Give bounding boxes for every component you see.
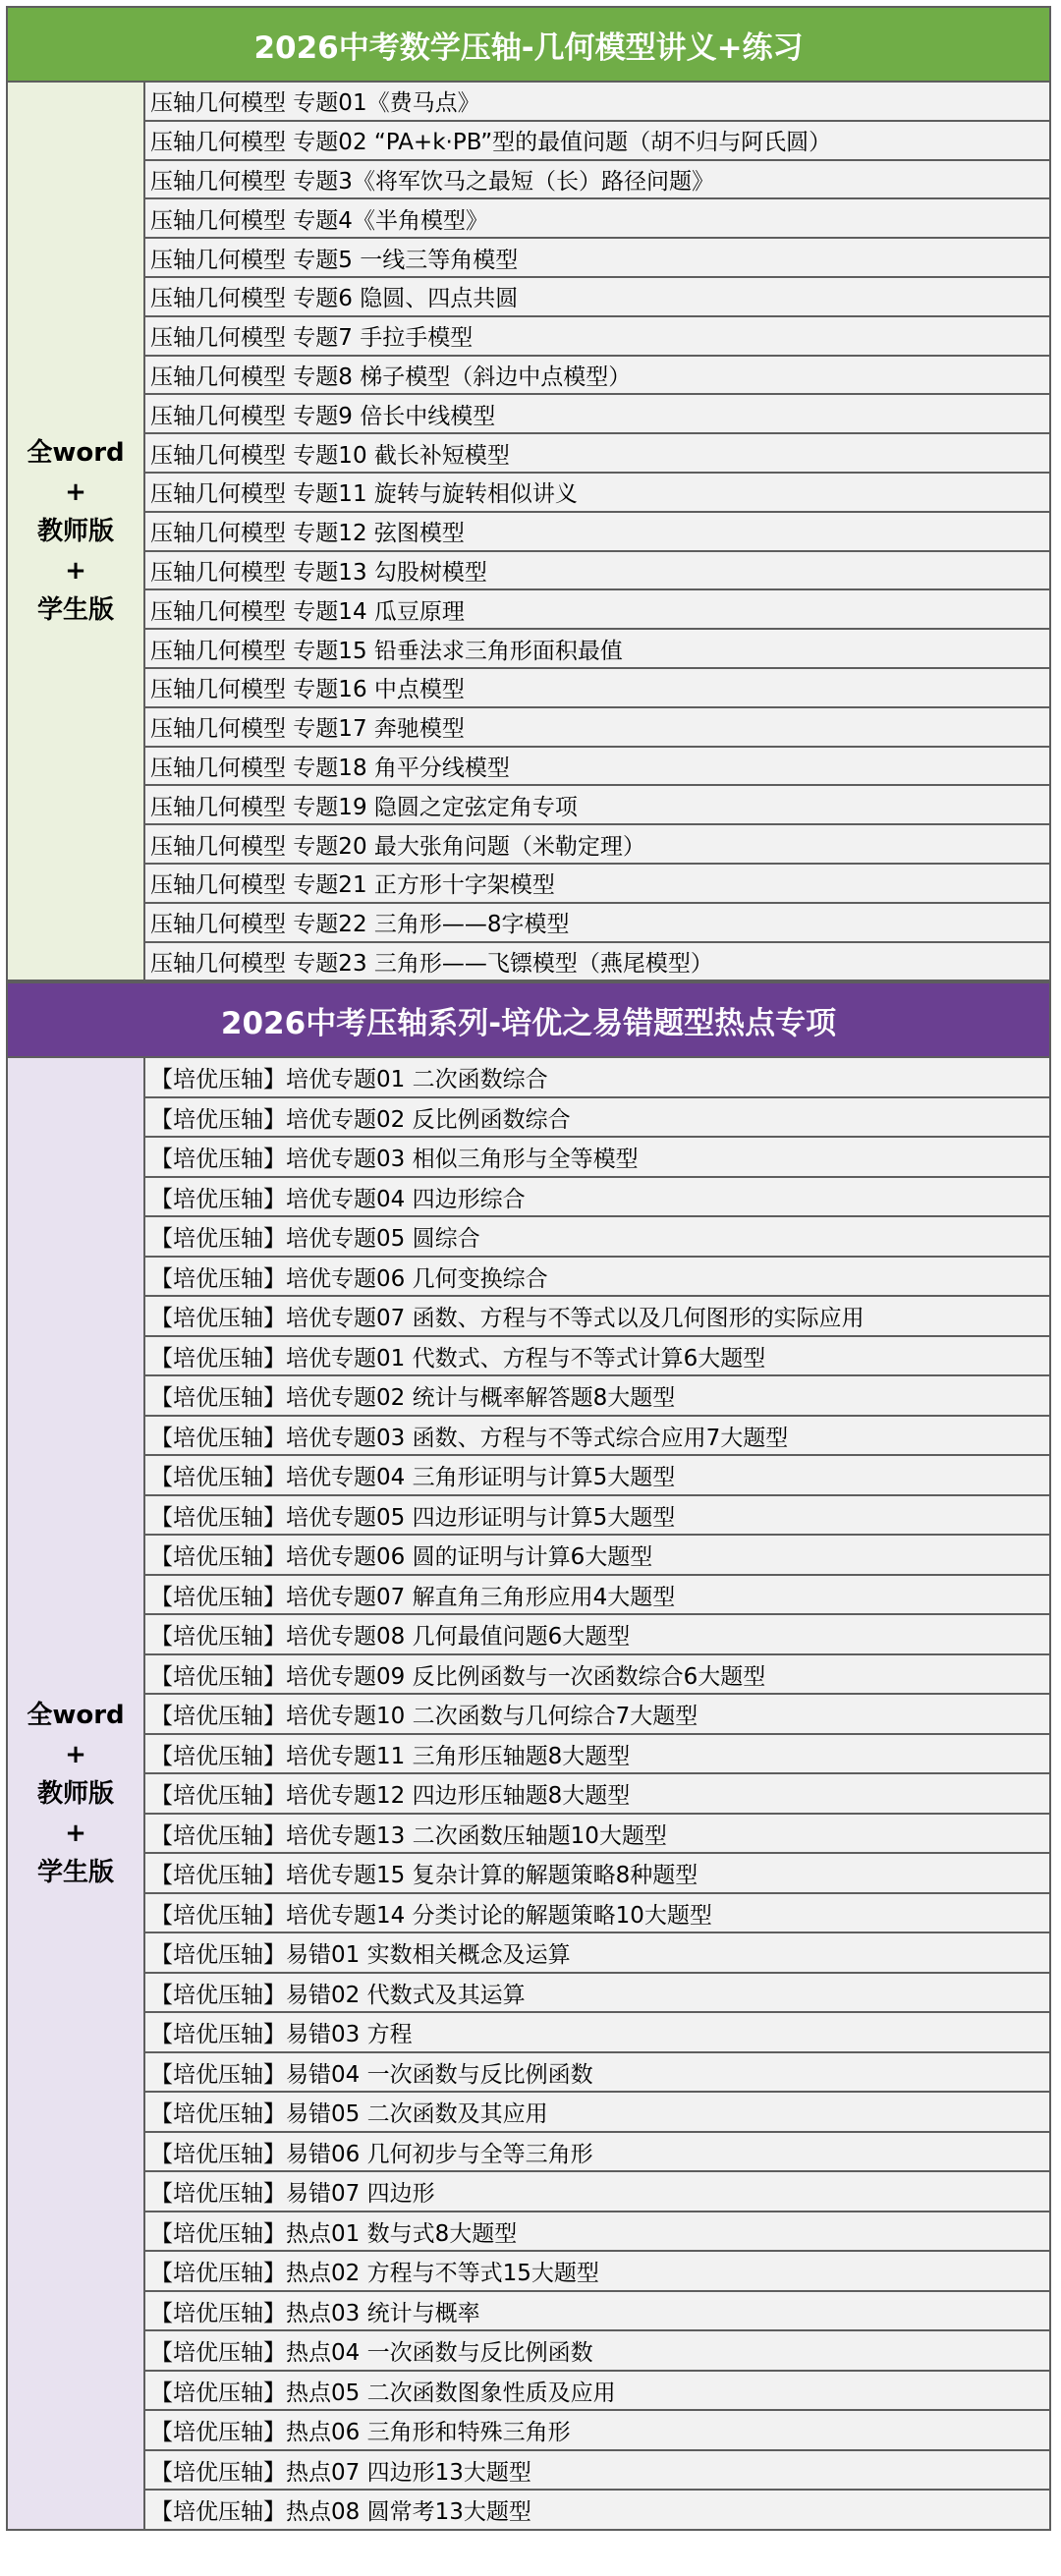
- list-item: 【培优压轴】易错03 方程: [145, 2013, 1049, 2053]
- list-item: 【培优压轴】培优专题14 分类讨论的解题策略10大题型: [145, 1894, 1049, 1934]
- list-item: 【培优压轴】易错05 二次函数及其应用: [145, 2093, 1049, 2133]
- list-item: 压轴几何模型 专题6 隐圆、四点共圆: [145, 278, 1049, 317]
- list-item: 【培优压轴】培优专题06 圆的证明与计算6大题型: [145, 1536, 1049, 1576]
- list-item: 【培优压轴】培优专题01 代数式、方程与不等式计算6大题型: [145, 1337, 1049, 1377]
- section-advanced-topics: [6, 981, 1051, 2531]
- list-item: 【培优压轴】培优专题04 三角形证明与计算5大题型: [145, 1456, 1049, 1496]
- list-item: 【培优压轴】易错06 几何初步与全等三角形: [145, 2133, 1049, 2173]
- list-item: 压轴几何模型 专题20 最大张角问题（米勒定理）: [145, 825, 1049, 865]
- list-item: 【培优压轴】培优专题07 函数、方程与不等式以及几何图形的实际应用: [145, 1297, 1049, 1337]
- list-item: 压轴几何模型 专题7 手拉手模型: [145, 317, 1049, 357]
- list-item: 压轴几何模型 专题22 三角形——8字模型: [145, 904, 1049, 943]
- list-item: 【培优压轴】培优专题11 三角形压轴题8大题型: [145, 1735, 1049, 1775]
- section-title: 2026中考数学压轴-几何模型讲义+练习: [6, 6, 1051, 83]
- list-item: 【培优压轴】易错07 四边形: [145, 2172, 1049, 2212]
- list-item: 压轴几何模型 专题16 中点模型: [145, 669, 1049, 708]
- item-list: [143, 83, 1051, 981]
- list-item: 压轴几何模型 专题11 旋转与旋转相似讲义: [145, 474, 1049, 513]
- format-label-line: +: [65, 1818, 86, 1848]
- list-item: 【培优压轴】培优专题03 函数、方程与不等式综合应用7大题型: [145, 1417, 1049, 1457]
- format-label-cell: [6, 1058, 143, 2531]
- format-label-line: 全word: [27, 1700, 125, 1730]
- list-item: 【培优压轴】培优专题13 二次函数压轴题10大题型: [145, 1815, 1049, 1855]
- format-label-line: 教师版: [36, 1778, 114, 1809]
- list-item: 【培优压轴】培优专题02 统计与概率解答题8大题型: [145, 1376, 1049, 1417]
- list-item: 压轴几何模型 专题3《将军饮马之最短（长）路径问题》: [145, 161, 1049, 200]
- list-item: 压轴几何模型 专题23 三角形——飞镖模型（燕尾模型）: [145, 943, 1049, 982]
- list-item: 压轴几何模型 专题10 截长补短模型: [145, 434, 1049, 474]
- format-label-line: +: [65, 476, 86, 507]
- list-item: 【培优压轴】热点03 统计与概率: [145, 2292, 1049, 2332]
- list-item: 压轴几何模型 专题19 隐圆之定弦定角专项: [145, 786, 1049, 825]
- list-item: 压轴几何模型 专题02 “PA+k·PB”型的最值问题（胡不归与阿氏圆）: [145, 122, 1049, 161]
- list-item: 【培优压轴】易错01 实数相关概念及运算: [145, 1933, 1049, 1974]
- list-item: 【培优压轴】热点07 四边形13大题型: [145, 2451, 1049, 2492]
- format-label-line: +: [65, 555, 86, 586]
- section-body: [6, 83, 1051, 981]
- list-item: 【培优压轴】培优专题12 四边形压轴题8大题型: [145, 1774, 1049, 1815]
- list-item: 【培优压轴】培优专题15 复杂计算的解题策略8种题型: [145, 1854, 1049, 1894]
- list-item: 【培优压轴】易错02 代数式及其运算: [145, 1974, 1049, 2014]
- list-item: 【培优压轴】热点08 圆常考13大题型: [145, 2491, 1049, 2531]
- list-item: 【培优压轴】培优专题01 二次函数综合: [145, 1058, 1049, 1098]
- list-item: 【培优压轴】培优专题02 反比例函数综合: [145, 1098, 1049, 1139]
- list-item: 压轴几何模型 专题5 一线三等角模型: [145, 239, 1049, 278]
- list-item: 压轴几何模型 专题13 勾股树模型: [145, 552, 1049, 591]
- format-label-line: 全word: [27, 437, 125, 468]
- list-item: 压轴几何模型 专题18 角平分线模型: [145, 748, 1049, 787]
- format-label: [27, 433, 124, 630]
- list-item: 【培优压轴】热点06 三角形和特殊三角形: [145, 2411, 1049, 2451]
- list-item: 压轴几何模型 专题15 铅垂法求三角形面积最值: [145, 630, 1049, 669]
- list-item: 压轴几何模型 专题21 正方形十字架模型: [145, 865, 1049, 904]
- list-item: 【培优压轴】热点04 一次函数与反比例函数: [145, 2331, 1049, 2372]
- list-item: 【培优压轴】培优专题05 四边形证明与计算5大题型: [145, 1496, 1049, 1537]
- list-item: 压轴几何模型 专题14 瓜豆原理: [145, 590, 1049, 630]
- list-item: 压轴几何模型 专题9 倍长中线模型: [145, 395, 1049, 434]
- list-item: 【培优压轴】培优专题09 反比例函数与一次函数综合6大题型: [145, 1655, 1049, 1696]
- format-label-cell: [6, 83, 143, 981]
- section-title: 2026中考压轴系列-培优之易错题型热点专项: [6, 981, 1051, 1058]
- list-item: 压轴几何模型 专题17 奔驰模型: [145, 708, 1049, 748]
- format-label: [27, 1696, 124, 1892]
- section-body: [6, 1058, 1051, 2531]
- list-item: 【培优压轴】培优专题06 几何变换综合: [145, 1258, 1049, 1298]
- list-item: 压轴几何模型 专题8 梯子模型（斜边中点模型）: [145, 357, 1049, 396]
- section-geometry-models: [6, 6, 1051, 981]
- list-item: 【培优压轴】易错04 一次函数与反比例函数: [145, 2053, 1049, 2094]
- list-item: 【培优压轴】热点05 二次函数图象性质及应用: [145, 2372, 1049, 2412]
- list-item: 【培优压轴】培优专题04 四边形综合: [145, 1178, 1049, 1218]
- list-item: 【培优压轴】培优专题08 几何最值问题6大题型: [145, 1615, 1049, 1655]
- list-item: 【培优压轴】热点02 方程与不等式15大题型: [145, 2252, 1049, 2292]
- list-item: 【培优压轴】培优专题10 二次函数与几何综合7大题型: [145, 1695, 1049, 1735]
- list-item: 压轴几何模型 专题12 弦图模型: [145, 513, 1049, 552]
- format-label-line: 学生版: [36, 594, 114, 625]
- list-item: 【培优压轴】培优专题05 圆综合: [145, 1217, 1049, 1258]
- format-label-line: 学生版: [36, 1857, 114, 1887]
- list-item: 【培优压轴】培优专题03 相似三角形与全等模型: [145, 1138, 1049, 1178]
- list-item: 压轴几何模型 专题01《费马点》: [145, 83, 1049, 122]
- format-label-line: 教师版: [36, 516, 114, 546]
- list-item: 【培优压轴】培优专题07 解直角三角形应用4大题型: [145, 1576, 1049, 1616]
- list-item: 压轴几何模型 专题4《半角模型》: [145, 199, 1049, 239]
- format-label-line: +: [65, 1739, 86, 1769]
- item-list: [143, 1058, 1051, 2531]
- document-sheet: [6, 6, 1051, 2531]
- list-item: 【培优压轴】热点01 数与式8大题型: [145, 2212, 1049, 2253]
